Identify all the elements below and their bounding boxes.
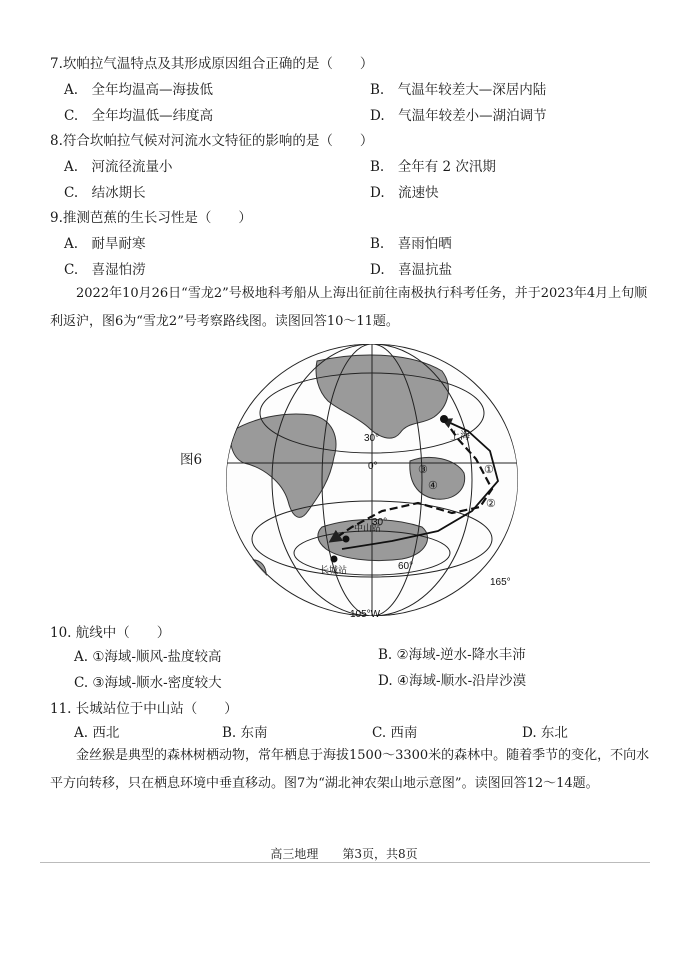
label-zhongshan: 中山站 — [354, 523, 382, 533]
label-route-4: ④ — [428, 480, 438, 492]
question-8-stem: 8.符合坎帕拉气候对河流水文特征的影响的是（ ） — [50, 133, 374, 149]
question-11-option-d: D. 东北 — [522, 725, 568, 741]
question-11-option-c: C. 西南 — [372, 725, 418, 741]
question-9-stem: 9.推测芭蕉的生长习性是（ ） — [50, 210, 252, 226]
question-8-option-c: C. 结冰期长 — [64, 185, 146, 201]
question-8-option-b: B. 全年有 2 次汛期 — [370, 159, 496, 175]
question-7-option-a: A. 全年均温高—海拔低 — [64, 82, 214, 98]
intro-paragraph-10-11: 2022年10月26日“雪龙2”号极地科考船从上海出征前往南极执行科考任务，并于2023年4月上旬顺利返沪，图6为“雪龙2”号考察路线图。读图回答10～11题。 — [50, 286, 648, 329]
question-10-option-b: B. ②海域-逆水-降水丰沛 — [378, 647, 526, 663]
footer-divider — [40, 862, 650, 863]
question-10-stem: 10. 航线中（ ） — [50, 625, 171, 641]
figure-6-route-map — [222, 341, 522, 619]
question-9-option-d: D. 喜温抗盐 — [370, 262, 453, 278]
label-lat60s: 60° — [398, 561, 414, 572]
south-america-landmass — [239, 560, 266, 599]
label-lat30n: 30° — [364, 433, 380, 444]
label-route-2: ② — [486, 498, 496, 510]
label-lat0: 0° — [368, 461, 378, 472]
shanghai-marker — [440, 415, 448, 423]
question-11-option-b: B. 东南 — [222, 725, 268, 741]
label-route-1: ① — [484, 464, 494, 476]
question-7-stem: 7.坎帕拉气温特点及其形成原因组合正确的是（ ） — [50, 56, 374, 72]
question-9-option-b: B. 喜雨怕晒 — [370, 236, 452, 252]
question-7-option-d: D. 气温年较差小—湖泊调节 — [370, 108, 547, 124]
label-route-3: ③ — [418, 464, 428, 476]
label-lon165: 165° — [490, 577, 511, 588]
label-changcheng: 长城站 — [320, 565, 348, 575]
label-lat30s: 30° — [372, 517, 388, 528]
page-footer: 高三地理 第3页，共8页 — [270, 847, 418, 861]
question-9-option-a: A. 耐旱耐寒 — [64, 236, 146, 252]
question-7-option-b: B. 气温年较差大—深居内陆 — [370, 82, 547, 98]
figure-6-caption: 图6 — [180, 452, 203, 468]
question-11-stem: 11. 长城站位于中山站（ ） — [50, 701, 238, 717]
changcheng-marker — [331, 556, 338, 563]
question-7-option-c: C. 全年均温低—纬度高 — [64, 108, 214, 124]
question-8-option-d: D. 流速快 — [370, 185, 439, 201]
question-11-option-a: A. 西北 — [74, 725, 120, 741]
label-lon105w: 105°W — [350, 609, 381, 619]
zhongshan-marker — [343, 536, 350, 543]
question-10-option-d: D. ④海域-顺水-沿岸沙漠 — [378, 673, 527, 689]
intro-paragraph-12-14: 金丝猴是典型的森林树栖动物，常年栖息于海拔1500～3300米的森林中。随着季节的变化，不向水平方向转移，只在栖息环境中垂直移动。图7为“湖北神农架山地示意图”。读图回答12～14题。 — [50, 748, 650, 791]
question-10-option-a: A. ①海域-顺风-盐度较高 — [74, 649, 222, 665]
question-10-option-c: C. ③海域-顺水-密度较大 — [74, 675, 222, 691]
question-9-option-c: C. 喜湿怕涝 — [64, 262, 146, 278]
label-shanghai: 上海 — [450, 431, 470, 442]
question-8-option-a: A. 河流径流量小 — [64, 159, 173, 175]
